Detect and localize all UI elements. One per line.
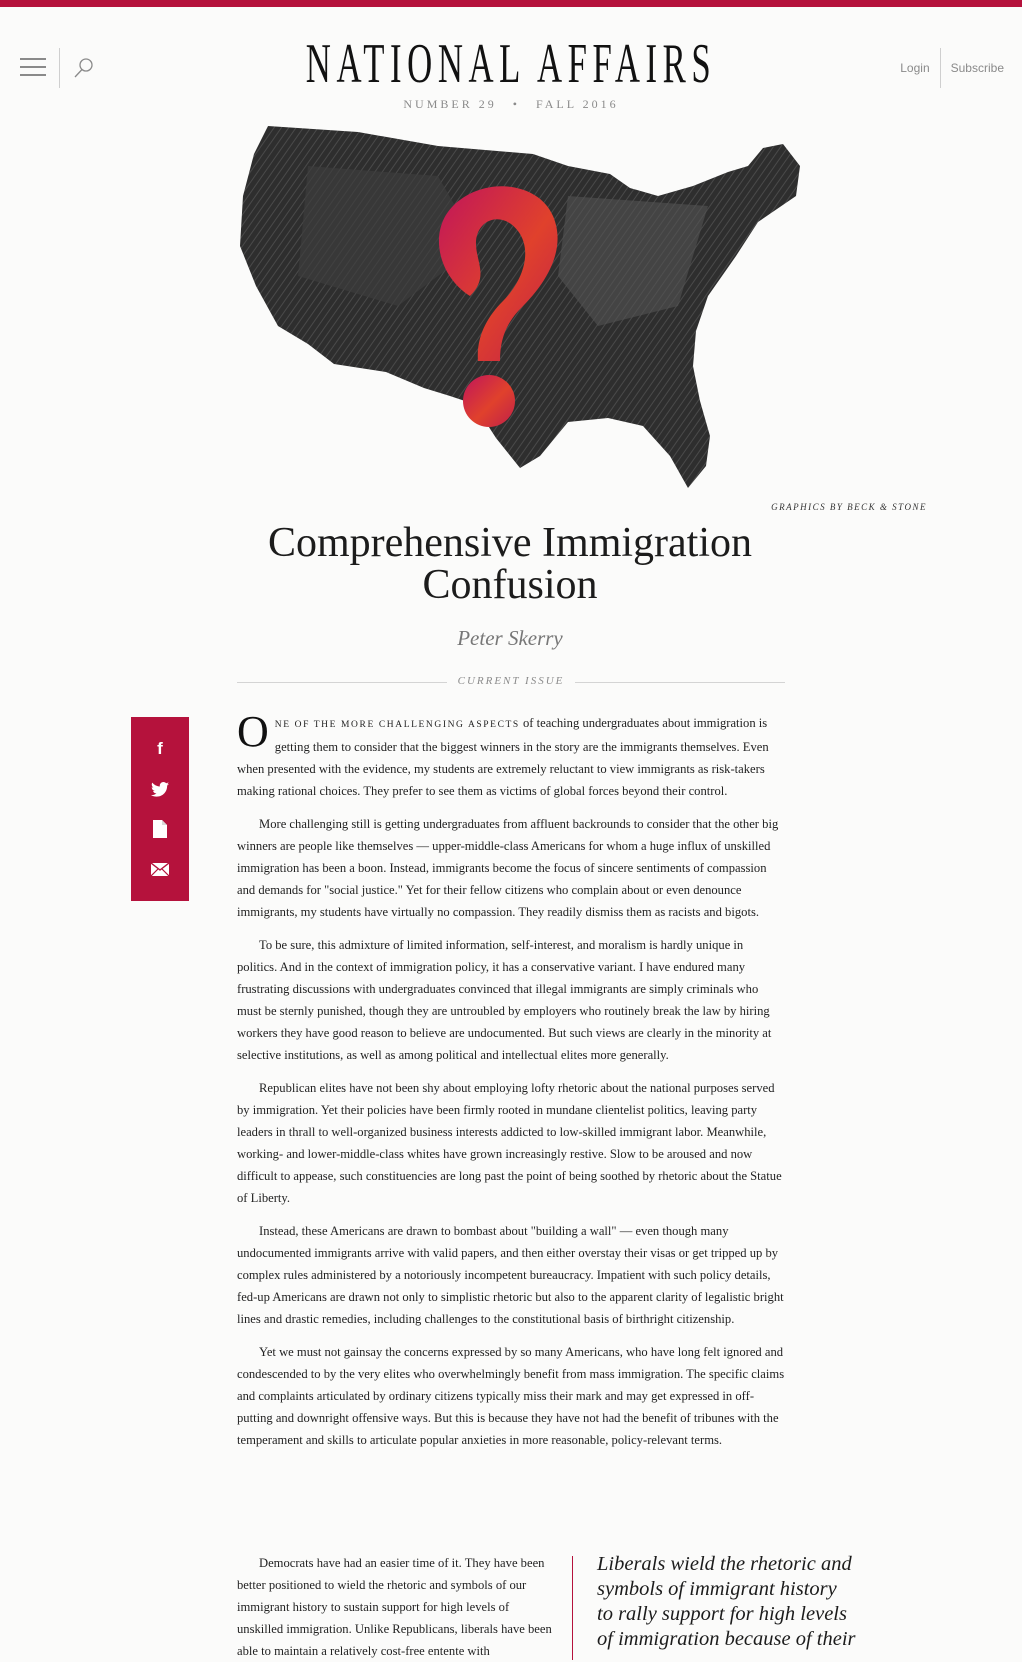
lead-in-text: of teaching undergraduates about immigration is getting them to consider that the biggest winners in the story are the immigrants themselves. Even when presented with the evidence, my students are extremely reluctant to view immigrants as risk-takers making rational choices. They prefer to see them as victims of global forces beyond their control.: [237, 716, 769, 798]
rule-line: [575, 682, 785, 683]
paragraph-4: Republican elites have not been shy about employing lofty rhetoric about the national purposes served by immigration. Yet their policies have been firmly rooted in mundane clientelist politics, leaving party leaders in thrall to well-organized business interests addicted to low-skilled immigrant labor. Meanwhile, working- and lower-middle-class whites have grown increasingly restive. Slow to be aroused and now difficult to appease, such constituencies are long past the point of being soothed by rhetoric about the Statue of Liberty.: [237, 1081, 782, 1205]
graphics-credit: GRAPHICS BY BECK & STONE: [771, 502, 927, 512]
paragraph-3: To be sure, this admixture of limited information, self-interest, and moralism is hardly unique in politics. And in the context of immigration policy, it has a conservative variant. I have endured many frustrating discussions with undergraduates convinced that illegal immigrants are simply criminals who must be sternly punished, though they are untroubled by employers who routinely break the law by hiring workers they have good reason to believe are undocumented. But such views are clearly in the minority at selective institutions, as well as among political and intellectual elites more generally.: [237, 938, 772, 1062]
share-bar: [131, 717, 189, 901]
paragraph-7: Democrats have had an easier time of it. They have been better positioned to wield the rhetoric and symbols of our immigrant history to sustain support for high levels of unskilled immigration. Unlike Republicans, liberals have been able to maintain a relatively cost-free entente with: [237, 1556, 552, 1658]
question-mark-dot: [463, 375, 515, 427]
email-icon: [151, 863, 169, 876]
share-pdf-button[interactable]: [131, 809, 189, 849]
paragraph-2: More challenging still is getting undergraduates from affluent backrounds to consider that the other big winners are people like themselves — upper-middle-class Americans for whom a huge influx of unskilled immigration has been a boon. Instead, immigrants become the focus of sincere sentiments of compassion and demands for "social justice." Yet for their fellow citizens who complain about or even denounce immigrants, my students have virtually no compassion. They readily dismiss them as racists and bigots.: [237, 817, 779, 919]
subscribe-link[interactable]: Subscribe: [950, 61, 1004, 75]
author-name[interactable]: Peter Skerry: [457, 626, 563, 650]
twitter-icon: [151, 782, 169, 797]
share-twitter-button[interactable]: [131, 769, 189, 809]
lead-in-smallcaps: NE OF THE MORE CHALLENGING ASPECTS: [274, 720, 520, 730]
section-label[interactable]: CURRENT ISSUE: [457, 675, 565, 687]
issue-line: [0, 97, 1022, 112]
masthead: [0, 28, 1022, 100]
paragraph-1: [237, 707, 785, 802]
facebook-icon: f: [157, 739, 163, 758]
share-facebook-button[interactable]: [131, 729, 189, 769]
share-email-button[interactable]: [131, 849, 189, 889]
issue-season[interactable]: FALL 2016: [535, 97, 619, 111]
article-title-line1: Comprehensive Immigration: [267, 520, 753, 566]
drop-cap: O: [237, 707, 269, 756]
top-accent-bar: [0, 0, 1022, 7]
document-icon: [153, 820, 167, 838]
section-divider: [237, 673, 785, 693]
auth-links: [900, 48, 1004, 88]
article-title-line2: Confusion: [422, 562, 598, 608]
separator-dot: •: [512, 97, 520, 111]
paragraph-6: Yet we must not gainsay the concerns expressed by so many Americans, who have long felt ignored and condescended to by the very elites who overwhelmingly benefit from mass immigration. The specific claims and complaints articulated by ordinary citizens typically miss their mark and may get expressed in off-putting and downright offensive ways. But this is because they have not had the benefit of tribunes with the temperament and skills to articulate popular anxieties in more reasonable, policy-relevant terms.: [237, 1345, 785, 1447]
site-logo[interactable]: NATIONAL AFFAIRS: [305, 33, 717, 95]
paragraph-5: Instead, these Americans are drawn to bombast about "building a wall" — even though many undocumented immigrants arrive with valid papers, and then either overstay their visas or get tripped up by complex rules administered by a notoriously incompetent bureaucracy. Impatient with such policy details, fed-up Americans are drawn not only to simplistic rhetoric but also to the apparent clarity of legalistic bright lines and drastic remedies, including challenges to the constitutional basis of birthright citizenship.: [237, 1224, 784, 1326]
login-link[interactable]: Login: [900, 61, 930, 75]
issue-number[interactable]: NUMBER 29: [403, 97, 497, 111]
hero-illustration-us-map: [238, 126, 818, 494]
pullquote-rule: [572, 1556, 573, 1660]
article-title: [200, 522, 820, 606]
pullquote: Liberals wield the rhetoric and symbols of immigrant history to rally support for high levels of immigration because of their: [597, 1553, 856, 1650]
paragraph-7-container: [237, 1552, 557, 1662]
article-body: [237, 707, 785, 1462]
